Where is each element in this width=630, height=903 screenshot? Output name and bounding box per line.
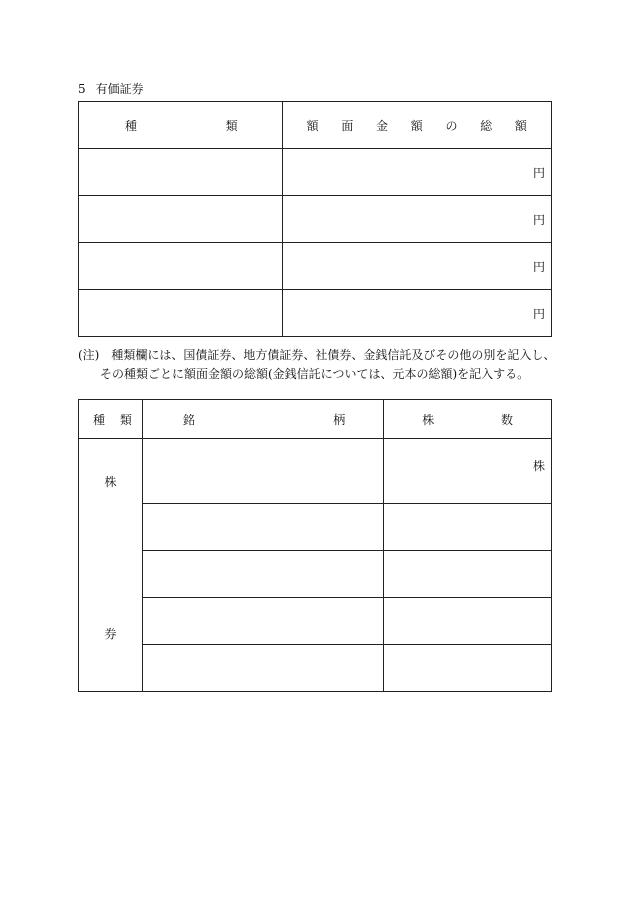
brand-cell[interactable] bbox=[142, 504, 383, 551]
securities-table bbox=[78, 101, 552, 337]
amount-cell[interactable] bbox=[282, 243, 551, 290]
table-row bbox=[79, 149, 552, 196]
type-cell[interactable] bbox=[79, 290, 283, 337]
note-line: (注) 種類欄には、国債証券、地方債証券、社債券、金銭信託及びその他の別を記入し、 bbox=[78, 348, 556, 362]
stock-table bbox=[78, 399, 552, 692]
header-amount-char: 総 bbox=[480, 118, 493, 133]
count-cell[interactable] bbox=[384, 551, 552, 598]
note bbox=[78, 346, 558, 384]
header-count-char: 株 bbox=[422, 412, 435, 427]
header-type-char: 類 bbox=[225, 118, 238, 133]
securities-header-row bbox=[79, 102, 552, 149]
header-amount-char: 額 bbox=[306, 118, 319, 133]
count-cell[interactable] bbox=[384, 598, 552, 645]
kind-cell bbox=[79, 439, 143, 692]
table-row bbox=[79, 504, 552, 551]
amount-cell[interactable] bbox=[282, 149, 551, 196]
header-count-cell bbox=[384, 400, 552, 439]
share-unit: 株 bbox=[532, 459, 545, 473]
brand-cell[interactable] bbox=[142, 551, 383, 598]
yen-unit: 円 bbox=[532, 259, 545, 274]
header-brand-cell bbox=[142, 400, 383, 439]
kind-char: 株 bbox=[104, 475, 117, 489]
header-count-char: 数 bbox=[500, 412, 513, 427]
section-title-text: 有価証券 bbox=[95, 82, 144, 96]
header-brand-char: 柄 bbox=[333, 412, 346, 427]
amount-cell[interactable] bbox=[282, 196, 551, 243]
kind-char: 券 bbox=[104, 627, 117, 641]
yen-unit: 円 bbox=[532, 212, 545, 227]
count-cell[interactable] bbox=[384, 439, 552, 504]
header-amount-char: の bbox=[445, 118, 458, 133]
table-row bbox=[79, 551, 552, 598]
yen-unit: 円 bbox=[532, 306, 545, 321]
amount-cell[interactable] bbox=[282, 290, 551, 337]
header-type-cell bbox=[79, 400, 143, 439]
section-number: 5 bbox=[78, 82, 86, 96]
header-type-char: 種 bbox=[125, 118, 138, 133]
stock-header-row bbox=[79, 400, 552, 439]
header-amount-cell bbox=[282, 102, 551, 149]
type-cell[interactable] bbox=[79, 196, 283, 243]
brand-cell[interactable] bbox=[142, 598, 383, 645]
header-type-char: 類 bbox=[119, 412, 132, 427]
note-line: その種類ごとに額面金額の総額(金銭信託については、元本の総額)を記入する。 bbox=[100, 367, 530, 381]
table-row bbox=[79, 598, 552, 645]
table-row bbox=[79, 290, 552, 337]
yen-unit: 円 bbox=[532, 165, 545, 180]
header-amount-char: 額 bbox=[410, 118, 423, 133]
header-amount-char: 面 bbox=[341, 118, 354, 133]
table-row bbox=[79, 645, 552, 692]
header-type-cell bbox=[79, 102, 283, 149]
header-brand-char: 銘 bbox=[182, 412, 195, 427]
section-title bbox=[78, 80, 144, 97]
type-cell[interactable] bbox=[79, 243, 283, 290]
brand-cell[interactable] bbox=[142, 439, 383, 504]
type-cell[interactable] bbox=[79, 149, 283, 196]
table-row bbox=[79, 196, 552, 243]
brand-cell[interactable] bbox=[142, 645, 383, 692]
header-amount-char: 額 bbox=[514, 118, 527, 133]
header-amount-char: 金 bbox=[376, 118, 389, 133]
count-cell[interactable] bbox=[384, 645, 552, 692]
table-row bbox=[79, 439, 552, 504]
count-cell[interactable] bbox=[384, 504, 552, 551]
table-row bbox=[79, 243, 552, 290]
header-type-char: 種 bbox=[93, 412, 106, 427]
